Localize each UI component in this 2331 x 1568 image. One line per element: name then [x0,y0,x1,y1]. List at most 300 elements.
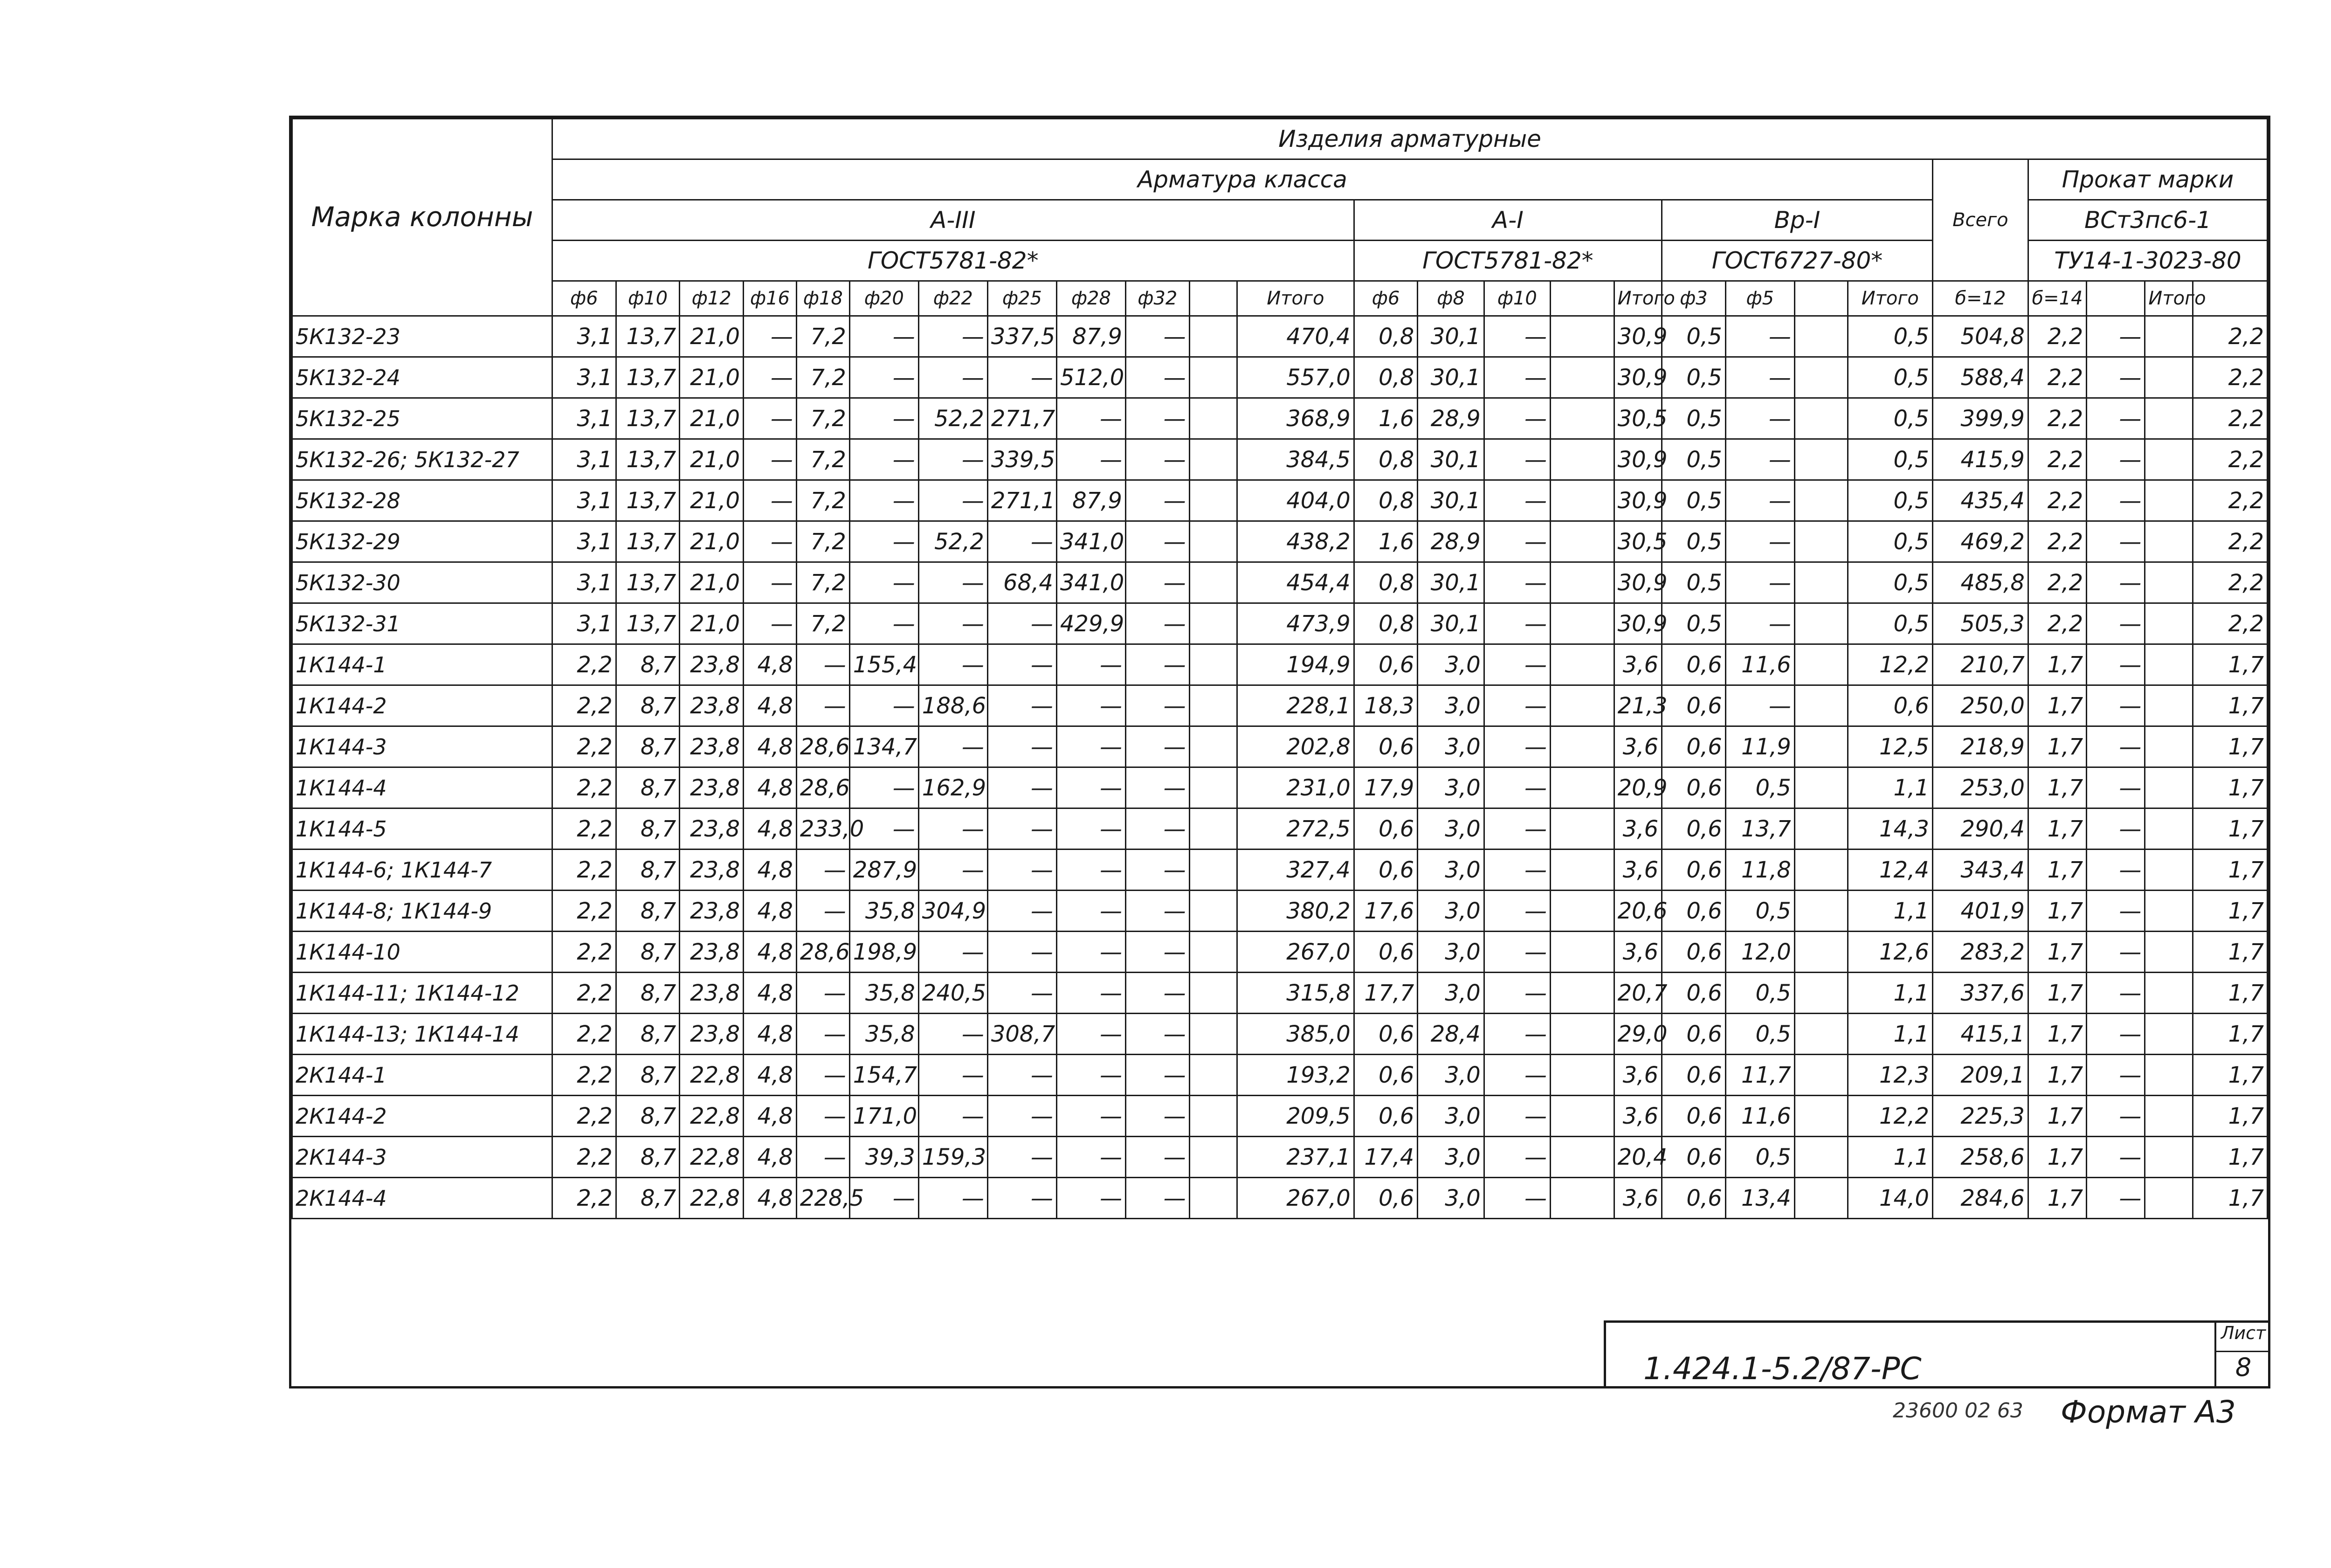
empty-cell [1189,1137,1237,1178]
a3-value-cell: — [918,316,987,357]
column-mark-cell: 1К144-3 [292,726,552,767]
a1-value-cell: 0,8 [1354,439,1418,480]
prokat-total-cell: 1,7 [2193,767,2267,808]
empty-cell [1550,316,1614,357]
a3-value-cell: 21,0 [680,398,744,439]
table-row [292,316,2268,357]
a3-total-cell: 438,2 [1237,521,1354,562]
prokat-total-cell: 1,7 [2193,1137,2267,1178]
a3-value-cell: — [1125,685,1189,726]
prokat-total-cell: 1,7 [2193,850,2267,891]
vr-total-cell: 0,5 [1848,316,1932,357]
a3-value-cell: 3,1 [552,316,616,357]
empty-a3-col [1189,281,1237,316]
empty-cell [1189,439,1237,480]
a3-value-cell: — [987,521,1056,562]
prokat-total-cell: 1,7 [2193,1096,2267,1137]
column-mark-cell: 1К144-5 [292,808,552,850]
document-code: 1.424.1-5.2/87-РС [1643,1351,1922,1387]
a3-value-cell: — [1056,1096,1125,1137]
vr-total-cell: 0,6 [1848,685,1932,726]
vr-total-cell: 1,1 [1848,767,1932,808]
a3-value-cell: — [1125,480,1189,521]
empty-cell [1550,644,1614,685]
a3-total-cell: 202,8 [1237,726,1354,767]
a3-value-cell: 13,7 [616,398,680,439]
a3-value-cell: — [987,1137,1056,1178]
empty-cell [1550,398,1614,439]
column-mark-cell: 5К132-28 [292,480,552,521]
a3-value-cell: — [744,316,797,357]
vr-value-cell: 0,5 [1725,1137,1794,1178]
a1-value-cell: 3,0 [1418,726,1484,767]
a1-value-cell: 3,0 [1418,644,1484,685]
empty-cell [1794,767,1848,808]
empty-cell [1794,644,1848,685]
empty-cell [1794,1014,1848,1055]
a3-value-cell: 3,1 [552,357,616,398]
vr-value-cell: 0,6 [1662,1055,1726,1096]
a1-value-cell: 3,0 [1418,932,1484,973]
a3-value-cell: — [1125,398,1189,439]
vr-value-cell: — [1725,562,1794,603]
vr-value-cell: — [1725,685,1794,726]
empty-cell [1189,316,1237,357]
header-gost-vr1: ГОСТ6727-80* [1662,241,1933,281]
empty-cell [2145,1055,2193,1096]
a1-value-cell: 0,6 [1354,1014,1418,1055]
a3-value-cell: 2,2 [552,1096,616,1137]
specification-sheet [289,116,2270,1388]
a3-value-cell: 28,6 [796,767,849,808]
a1-value-cell: — [1484,316,1550,357]
empty-cell [2145,1178,2193,1219]
a3-value-cell: 339,5 [987,439,1056,480]
prokat-value-cell: 2,2 [2028,357,2086,398]
vr-value-cell: 0,5 [1662,480,1726,521]
a3-value-cell: 8,7 [616,1137,680,1178]
a3-value-cell: 162,9 [918,767,987,808]
empty-cell [1794,439,1848,480]
a3-value-cell: 23,8 [680,685,744,726]
a3-value-cell: — [1056,932,1125,973]
vr-value-cell: 0,6 [1662,1178,1726,1219]
a1-value-cell: 0,8 [1354,316,1418,357]
a3-value-cell: — [1056,1014,1125,1055]
a3-total-cell: 272,5 [1237,808,1354,850]
vr-value-cell: 0,6 [1662,932,1726,973]
a3-value-cell: 8,7 [616,973,680,1014]
diam-a3-32: ф32 [1125,281,1189,316]
a3-value-cell: 2,2 [552,1055,616,1096]
empty-cell [1794,480,1848,521]
a3-value-cell: 2,2 [552,808,616,850]
column-mark-cell: 1К144-8; 1К144-9 [292,891,552,932]
a3-value-cell: 341,0 [1056,521,1125,562]
empty-cell [2145,808,2193,850]
a1-total-cell: 20,9 [1614,767,1662,808]
rebar-spec-table [291,118,2268,1312]
a3-value-cell: — [849,357,918,398]
vr-value-cell: 11,6 [1725,644,1794,685]
empty-cell [1550,521,1614,562]
empty-cell [2145,850,2193,891]
vsego-cell: 505,3 [1932,603,2028,644]
table-row [292,1014,2268,1055]
table-row [292,1055,2268,1096]
empty-cell [1794,808,1848,850]
prokat-value-cell: 1,7 [2028,1096,2086,1137]
a3-value-cell: 429,9 [1056,603,1125,644]
a1-value-cell: 0,6 [1354,850,1418,891]
vsego-cell: 469,2 [1932,521,2028,562]
a3-value-cell: — [918,480,987,521]
a3-value-cell: 4,8 [744,767,797,808]
a3-value-cell: — [849,521,918,562]
vsego-cell: 401,9 [1932,891,2028,932]
a3-value-cell: 22,8 [680,1096,744,1137]
vsego-cell: 485,8 [1932,562,2028,603]
a1-value-cell: 28,9 [1418,398,1484,439]
vr-total-cell: 0,5 [1848,480,1932,521]
a3-value-cell: — [987,891,1056,932]
empty-a1-col [1550,281,1614,316]
a3-value-cell: 7,2 [796,480,849,521]
a1-value-cell: 3,0 [1418,1137,1484,1178]
prokat-total-cell: 1,7 [2193,1014,2267,1055]
a1-total-cell: 3,6 [1614,726,1662,767]
header-prokat: Прокат марки [2028,159,2267,200]
prokat-total-cell: 1,7 [2193,685,2267,726]
prokat-total-cell: 1,7 [2193,973,2267,1014]
a3-value-cell: 68,4 [987,562,1056,603]
a3-value-cell: 2,2 [552,973,616,1014]
vr-value-cell: — [1725,603,1794,644]
a3-total-cell: 194,9 [1237,644,1354,685]
spec-body [292,316,2268,1313]
empty-cell [1189,1055,1237,1096]
itogo-a3: Итого [1237,281,1354,316]
a1-value-cell: 0,6 [1354,932,1418,973]
a3-value-cell: — [796,685,849,726]
table-row [292,357,2268,398]
a3-value-cell: 188,6 [918,685,987,726]
a1-value-cell: — [1484,1096,1550,1137]
a3-value-cell: — [1056,973,1125,1014]
prokat-value-cell: 1,7 [2028,644,2086,685]
empty-cell [1189,726,1237,767]
prokat-value-cell: — [2087,932,2145,973]
a1-value-cell: 0,8 [1354,562,1418,603]
a3-total-cell: 470,4 [1237,316,1354,357]
diam-a1-10: ф10 [1484,281,1550,316]
column-mark-cell: 5К132-26; 5К132-27 [292,439,552,480]
vr-total-cell: 12,6 [1848,932,1932,973]
column-mark-cell: 1К144-10 [292,932,552,973]
a3-value-cell: — [1125,1137,1189,1178]
a1-value-cell: 3,0 [1418,973,1484,1014]
a3-value-cell: 21,0 [680,480,744,521]
empty-cell [1794,1137,1848,1178]
a3-value-cell: 2,2 [552,644,616,685]
a3-value-cell: 308,7 [987,1014,1056,1055]
vr-total-cell: 12,4 [1848,850,1932,891]
empty-cell [2145,644,2193,685]
a3-value-cell: — [744,562,797,603]
prokat-value-cell: 2,2 [2028,521,2086,562]
vsego-cell: 290,4 [1932,808,2028,850]
prokat-value-cell: 2,2 [2028,439,2086,480]
a1-value-cell: 30,1 [1418,316,1484,357]
prokat-value-cell: — [2087,850,2145,891]
empty-cell [1550,891,1614,932]
a3-value-cell: 4,8 [744,1137,797,1178]
empty-cell [1550,685,1614,726]
vr-value-cell: 11,6 [1725,1096,1794,1137]
a3-value-cell: 23,8 [680,850,744,891]
a3-value-cell: 7,2 [796,398,849,439]
a3-value-cell: — [849,767,918,808]
vr-value-cell: 11,7 [1725,1055,1794,1096]
a3-value-cell: — [849,480,918,521]
table-row [292,726,2268,767]
a3-total-cell: 267,0 [1237,932,1354,973]
prokat-value-cell: — [2087,439,2145,480]
a3-value-cell: 304,9 [918,891,987,932]
a3-value-cell: 2,2 [552,767,616,808]
prokat-value-cell: — [2087,767,2145,808]
a1-value-cell: 3,0 [1418,1178,1484,1219]
empty-cell [1794,1055,1848,1096]
vr-value-cell: 0,5 [1662,316,1726,357]
a3-value-cell: — [918,726,987,767]
a3-value-cell: — [1125,1178,1189,1219]
vr-value-cell: 0,5 [1662,439,1726,480]
header-vsego: Всего [1932,159,2028,281]
a3-value-cell: 8,7 [616,808,680,850]
a3-value-cell: — [918,439,987,480]
table-row [292,808,2268,850]
a3-value-cell: — [918,562,987,603]
prokat-value-cell: — [2087,891,2145,932]
a3-value-cell: 21,0 [680,603,744,644]
a3-value-cell: 287,9 [849,850,918,891]
empty-cell [1189,685,1237,726]
prokat-value-cell: — [2087,1014,2145,1055]
a3-value-cell: — [1056,767,1125,808]
a3-value-cell: — [1125,850,1189,891]
a3-value-cell: — [987,808,1056,850]
a3-value-cell: — [987,932,1056,973]
a3-value-cell: — [849,316,918,357]
diam-a3-22: ф22 [918,281,987,316]
vr-total-cell: 12,2 [1848,644,1932,685]
empty-cell [1550,1096,1614,1137]
sheet-box [2214,1323,2270,1388]
vr-value-cell: 0,6 [1662,808,1726,850]
vr-value-cell: 11,9 [1725,726,1794,767]
vr-total-cell: 14,0 [1848,1178,1932,1219]
a1-total-cell: 3,6 [1614,932,1662,973]
a3-value-cell: — [918,1055,987,1096]
vr-value-cell: 0,6 [1662,685,1726,726]
vr-total-cell: 0,5 [1848,562,1932,603]
a3-value-cell: — [918,808,987,850]
a3-value-cell: — [987,1096,1056,1137]
a1-value-cell: 0,6 [1354,644,1418,685]
a1-value-cell: — [1484,357,1550,398]
table-row [292,562,2268,603]
vsego-cell: 250,0 [1932,685,2028,726]
a1-value-cell: — [1484,1178,1550,1219]
table-row [292,521,2268,562]
vsego-cell: 415,9 [1932,439,2028,480]
vr-total-cell: 0,5 [1848,357,1932,398]
prokat-value-cell: — [2087,1055,2145,1096]
diam-a1-6: ф6 [1354,281,1418,316]
a3-value-cell: 271,1 [987,480,1056,521]
a3-value-cell: 8,7 [616,644,680,685]
vr-value-cell: 0,6 [1662,973,1726,1014]
a3-value-cell: 3,1 [552,439,616,480]
a3-value-cell: — [1125,767,1189,808]
prokat-value-cell: 1,7 [2028,1014,2086,1055]
diam-a3-28: ф28 [1056,281,1125,316]
header-rebar-class: Арматура класса [552,159,1933,200]
vr-value-cell: 0,6 [1662,1014,1726,1055]
a3-value-cell: 23,8 [680,808,744,850]
vr-value-cell: 11,8 [1725,850,1794,891]
a3-value-cell: 52,2 [918,521,987,562]
empty-cell [2145,685,2193,726]
prokat-total-cell: 2,2 [2193,439,2267,480]
a3-value-cell: 7,2 [796,357,849,398]
vr-value-cell: 12,0 [1725,932,1794,973]
a3-value-cell: — [1125,439,1189,480]
empty-cell [1189,1178,1237,1219]
a1-value-cell: — [1484,685,1550,726]
a3-value-cell: — [1056,439,1125,480]
empty-cell [1794,398,1848,439]
diam-a3-18: ф18 [796,281,849,316]
header-class-vr1: Вр-I [1662,200,1933,241]
vr-value-cell: 0,5 [1725,973,1794,1014]
prokat-total-cell: 1,7 [2193,808,2267,850]
diam-a3-16: ф16 [744,281,797,316]
empty-cell [2145,1137,2193,1178]
vsego-cell: 504,8 [1932,316,2028,357]
vsego-cell: 284,6 [1932,1178,2028,1219]
column-mark-cell: 5К132-31 [292,603,552,644]
table-row [292,1178,2268,1219]
a1-value-cell: — [1484,1137,1550,1178]
a3-value-cell: 23,8 [680,973,744,1014]
vr-value-cell: 0,5 [1662,603,1726,644]
empty-cell [1550,603,1614,644]
empty-cell [1189,644,1237,685]
a3-value-cell: 4,8 [744,685,797,726]
a3-value-cell: 8,7 [616,685,680,726]
empty-cell [1550,480,1614,521]
a3-value-cell: 21,0 [680,316,744,357]
prokat-value-cell: — [2087,603,2145,644]
table-row [292,644,2268,685]
a3-value-cell: — [796,850,849,891]
column-mark-cell: 5К132-25 [292,398,552,439]
empty-cell [2145,316,2193,357]
prokat-value-cell: 1,7 [2028,850,2086,891]
a3-total-cell: 473,9 [1237,603,1354,644]
a3-total-cell: 209,5 [1237,1096,1354,1137]
a3-value-cell: — [1056,808,1125,850]
table-row [292,973,2268,1014]
vr-total-cell: 0,5 [1848,521,1932,562]
a3-value-cell: 7,2 [796,439,849,480]
empty-cell [1189,850,1237,891]
a3-value-cell: 21,0 [680,521,744,562]
a1-value-cell: — [1484,973,1550,1014]
a1-total-cell: 3,6 [1614,644,1662,685]
column-mark-cell: 1К144-11; 1К144-12 [292,973,552,1014]
table-row [292,1096,2268,1137]
vr-total-cell: 12,3 [1848,1055,1932,1096]
vsego-cell: 343,4 [1932,850,2028,891]
itogo-vr: Итого [1848,281,1932,316]
a3-value-cell: 155,4 [849,644,918,685]
sheet-label: Лист [2216,1323,2270,1352]
blank-row [292,1219,2268,1313]
vr-value-cell: 0,6 [1662,850,1726,891]
vr-value-cell: 0,6 [1662,891,1726,932]
a3-value-cell: 39,3 [849,1137,918,1178]
a1-value-cell: 0,6 [1354,1055,1418,1096]
column-mark-cell: 1К144-13; 1К144-14 [292,1014,552,1055]
a3-value-cell: 8,7 [616,850,680,891]
empty-cell [1794,891,1848,932]
empty-cell [1189,973,1237,1014]
column-mark-cell: 1К144-4 [292,767,552,808]
a3-total-cell: 267,0 [1237,1178,1354,1219]
a3-value-cell: — [849,398,918,439]
vsego-cell: 588,4 [1932,357,2028,398]
a3-value-cell: 4,8 [744,1055,797,1096]
empty-cell [1550,1137,1614,1178]
a3-value-cell: 23,8 [680,767,744,808]
a3-value-cell: — [796,1137,849,1178]
a3-value-cell: — [1125,1014,1189,1055]
empty-cell [1794,316,1848,357]
a3-value-cell: 13,7 [616,357,680,398]
column-mark-cell: 5К132-29 [292,521,552,562]
vr-value-cell: 0,6 [1662,726,1726,767]
prokat-value-cell: 2,2 [2028,398,2086,439]
a3-value-cell: — [744,480,797,521]
empty-cell [1794,1178,1848,1219]
a3-value-cell: 23,8 [680,932,744,973]
empty-cell [1794,973,1848,1014]
a3-value-cell: 3,1 [552,562,616,603]
a3-value-cell: — [918,603,987,644]
a3-value-cell: 8,7 [616,1055,680,1096]
header-prokat-grade: ВСт3пс6-1 [2028,200,2267,241]
a3-value-cell: — [1125,726,1189,767]
a3-value-cell: — [987,357,1056,398]
table-row [292,603,2268,644]
a3-value-cell: — [1125,973,1189,1014]
a3-total-cell: 368,9 [1237,398,1354,439]
a3-value-cell: — [796,891,849,932]
a3-value-cell: — [987,1178,1056,1219]
